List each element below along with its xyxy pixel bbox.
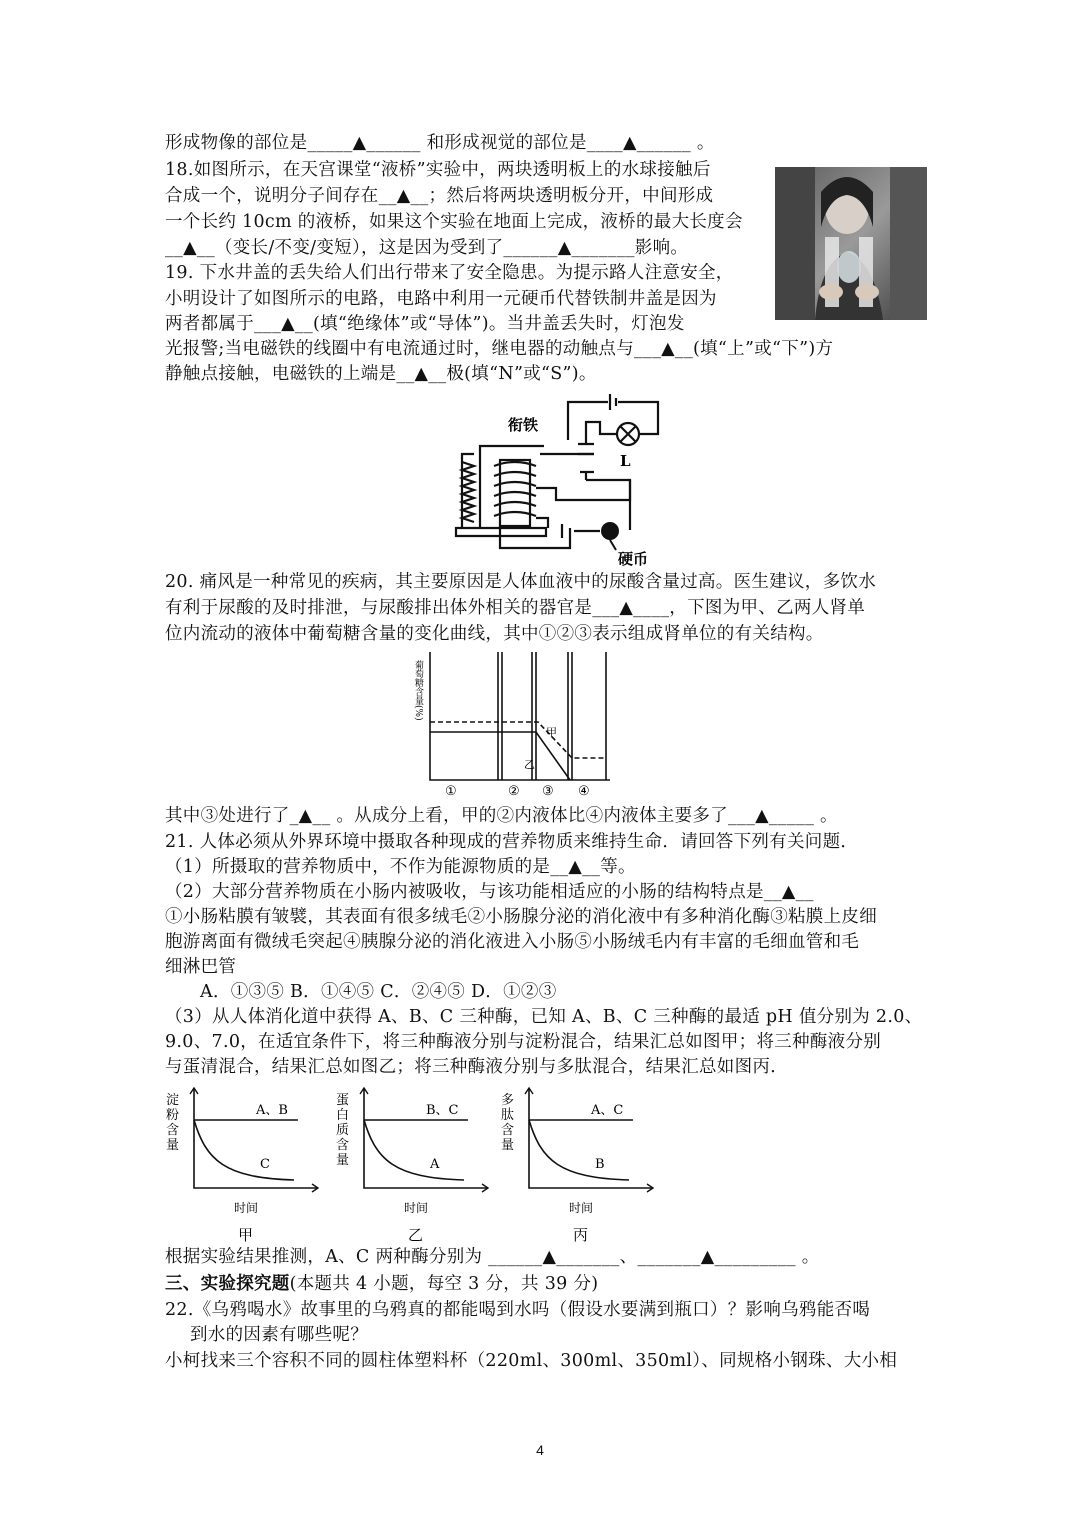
liquid-bridge-photo xyxy=(775,167,927,320)
y-axis-label-char: 量 xyxy=(501,1138,515,1153)
q19-line-1: 19. 下水井盖的丢失给人们出行带来了安全隐患。为提示路人注意安全， xyxy=(165,263,734,283)
q19-line-2: 小明设计了如图所示的电路，电路中利用一元硬币代替铁制井盖是因为 xyxy=(165,289,717,309)
y-axis-label-char: 质 xyxy=(336,1123,350,1138)
q19-line-3: 两者都属于___▲__(填“绝缘体”或“导体”)。当井盖丢失时，灯泡发 xyxy=(165,314,685,334)
decay-curve xyxy=(194,1120,294,1180)
q20-line-1: 20. 痛风是一种常见的疾病，其主要原因是人体血液中的尿酸含量过高。医生建议，多饮水 xyxy=(165,572,876,592)
section-2-label: ② xyxy=(508,784,520,799)
q22-line-3: 小柯找来三个容积不同的圆柱体塑料杯（220ml、300ml、350ml）、同规格小钢珠、大小相 xyxy=(165,1351,898,1371)
y-axis-label-char: 含 xyxy=(336,1138,350,1153)
chart-title: 丙 xyxy=(573,1226,589,1244)
decay-curve-label: A xyxy=(430,1157,440,1172)
lamp-label: L xyxy=(620,452,631,470)
page-number: 4 xyxy=(536,1442,544,1458)
q21-options: A．①③⑤ B．①④⑤ C．②④⑤ D．①②③ xyxy=(200,982,557,1002)
q21-line-5: 胞游离面有微绒毛突起④胰腺分泌的消化液进入小肠⑤小肠绒毛内有丰富的毛细血管和毛 xyxy=(165,932,860,952)
q18-line-4: __▲__（变长/不变/变短），这是因为受到了______▲_______影响。 xyxy=(165,238,689,258)
q20-line-4: 其中③处进行了_▲__ 。从成分上看，甲的②内液体比④内液体主要多了___▲_____ 。 xyxy=(165,806,838,826)
electromagnetic-relay-circuit xyxy=(450,388,670,568)
flat-curve-label: A、B xyxy=(256,1103,288,1118)
decay-curve-label: C xyxy=(260,1157,270,1172)
q21-line-2: （1）所摄取的营养物质中，不作为能源物质的是__▲__等。 xyxy=(165,857,636,877)
q21-line-4: ①小肠粘膜有皱襞，其表面有很多绒毛②小肠腺分泌的消化液中有多种消化酶③粘膜上皮细 xyxy=(165,907,877,927)
x-axis-label: 时间 xyxy=(234,1201,259,1215)
q19-line-5: 静触点接触，电磁铁的上端是__▲__极(填“N”或“S”)。 xyxy=(165,364,597,384)
section-note: (本题共 4 小题，每空 3 分，共 39 分) xyxy=(289,1274,599,1294)
x-axis-label: 时间 xyxy=(404,1201,429,1215)
enzyme-charts xyxy=(160,1080,920,1245)
q21-line-9: 与蛋清混合，结果汇总如图乙；将三种酶液分别与多肽混合，结果汇总如图丙． xyxy=(165,1057,788,1077)
chart-title: 甲 xyxy=(238,1226,254,1244)
q17-tail-line: 形成物像的部位是_____▲______ 和形成视觉的部位是____▲______ 。 xyxy=(165,133,715,153)
enzyme-chart-3 xyxy=(501,1088,653,1244)
chart-title: 乙 xyxy=(408,1226,424,1244)
q21-line-8: 9.0、7.0，在适宜条件下，将三种酶液分别与淀粉混合，结果汇总如图甲；将三种酶液分别 xyxy=(165,1032,882,1052)
decay-curve xyxy=(529,1120,629,1180)
q21-line-3: （2）大部分营养物质在小肠内被吸收，与该功能相适应的小肠的结构特点是__▲__ xyxy=(165,882,814,902)
decay-curve xyxy=(364,1120,464,1180)
coin-label: 硬币 xyxy=(618,550,649,568)
q21-line-1: 21. 人体必须从外界环境中摄取各种现成的营养物质来维持生命．请回答下列有关问题． xyxy=(165,832,859,852)
y-axis-label-char: 含 xyxy=(501,1123,515,1138)
series-yi-label: 乙 xyxy=(524,758,535,771)
y-axis-label-char: 量 xyxy=(336,1153,350,1168)
flat-curve-label: B、C xyxy=(426,1103,459,1118)
enzyme-chart-1 xyxy=(166,1088,318,1244)
q22-line-2: 到水的因素有哪些呢？ xyxy=(190,1325,368,1345)
section-3-heading xyxy=(165,1272,598,1296)
enzyme-chart-2 xyxy=(336,1088,488,1244)
q21-line-6: 细淋巴管 xyxy=(165,957,237,977)
q22-line-1: 22.《乌鸦喝水》故事里的乌鸦真的都能喝到水吗（假设水要满到瓶口）？影响乌鸦能否喝 xyxy=(165,1300,871,1320)
q20-line-2: 有利于尿酸的及时排泄，与尿酸排出体外相关的器官是___▲____，下图为甲、乙两人肾单 xyxy=(165,598,866,618)
q18-line-3: 一个长约 10cm 的液桥，如果这个实验在地面上完成，液桥的最大长度会 xyxy=(165,212,743,232)
q21-answer-line: 根据实验结果推测，A、C 两种酶分别为 ______▲_______、_______▲_________ 。 xyxy=(165,1247,820,1267)
y-axis-label-char: 多 xyxy=(501,1093,515,1108)
armature-label: 衔铁 xyxy=(508,416,539,434)
y-axis-label-char: 白 xyxy=(336,1108,350,1123)
flat-curve-label: A、C xyxy=(591,1103,624,1118)
y-axis-label-char: 粉 xyxy=(166,1108,180,1123)
y-axis-label-char: 淀 xyxy=(166,1093,180,1108)
decay-curve-label: B xyxy=(595,1157,605,1172)
y-axis-label-char: 肽 xyxy=(501,1108,515,1123)
section-3-label: ③ xyxy=(542,784,554,799)
section-title: 三、实验探究题 xyxy=(165,1274,290,1294)
section-4-label: ④ xyxy=(578,784,590,799)
x-axis-label: 时间 xyxy=(569,1201,594,1215)
q18-line-1: 18.如图所示，在天宫课堂“液桥”实验中，两块透明板上的水球接触后 xyxy=(165,160,711,180)
y-axis-label-char: 含 xyxy=(166,1123,180,1138)
q21-line-7: （3）从人体消化道中获得 A、B、C 三种酶，已知 A、B、C 三种酶的最适 pH 值分别为 2.0、 xyxy=(165,1007,923,1027)
q19-line-4: 光报警;当电磁铁的线圈中有电流通过时，继电器的动触点与___▲__(填“上”或“下”)方 xyxy=(165,339,834,359)
y-axis-label-char: 蛋 xyxy=(336,1093,350,1108)
q20-line-3: 位内流动的液体中葡萄糖含量的变化曲线，其中①②③表示组成肾单位的有关结构。 xyxy=(165,624,824,644)
chart-ylabel: 葡萄糖含量(%) xyxy=(413,660,423,721)
series-jia-label: 甲 xyxy=(546,726,557,739)
q18-line-2: 合成一个，说明分子间存在__▲__；然后将两块透明板分开，中间形成 xyxy=(165,186,714,206)
glucose-content-chart xyxy=(413,650,620,800)
y-axis-label-char: 量 xyxy=(166,1138,180,1153)
section-1-label: ① xyxy=(445,784,457,799)
